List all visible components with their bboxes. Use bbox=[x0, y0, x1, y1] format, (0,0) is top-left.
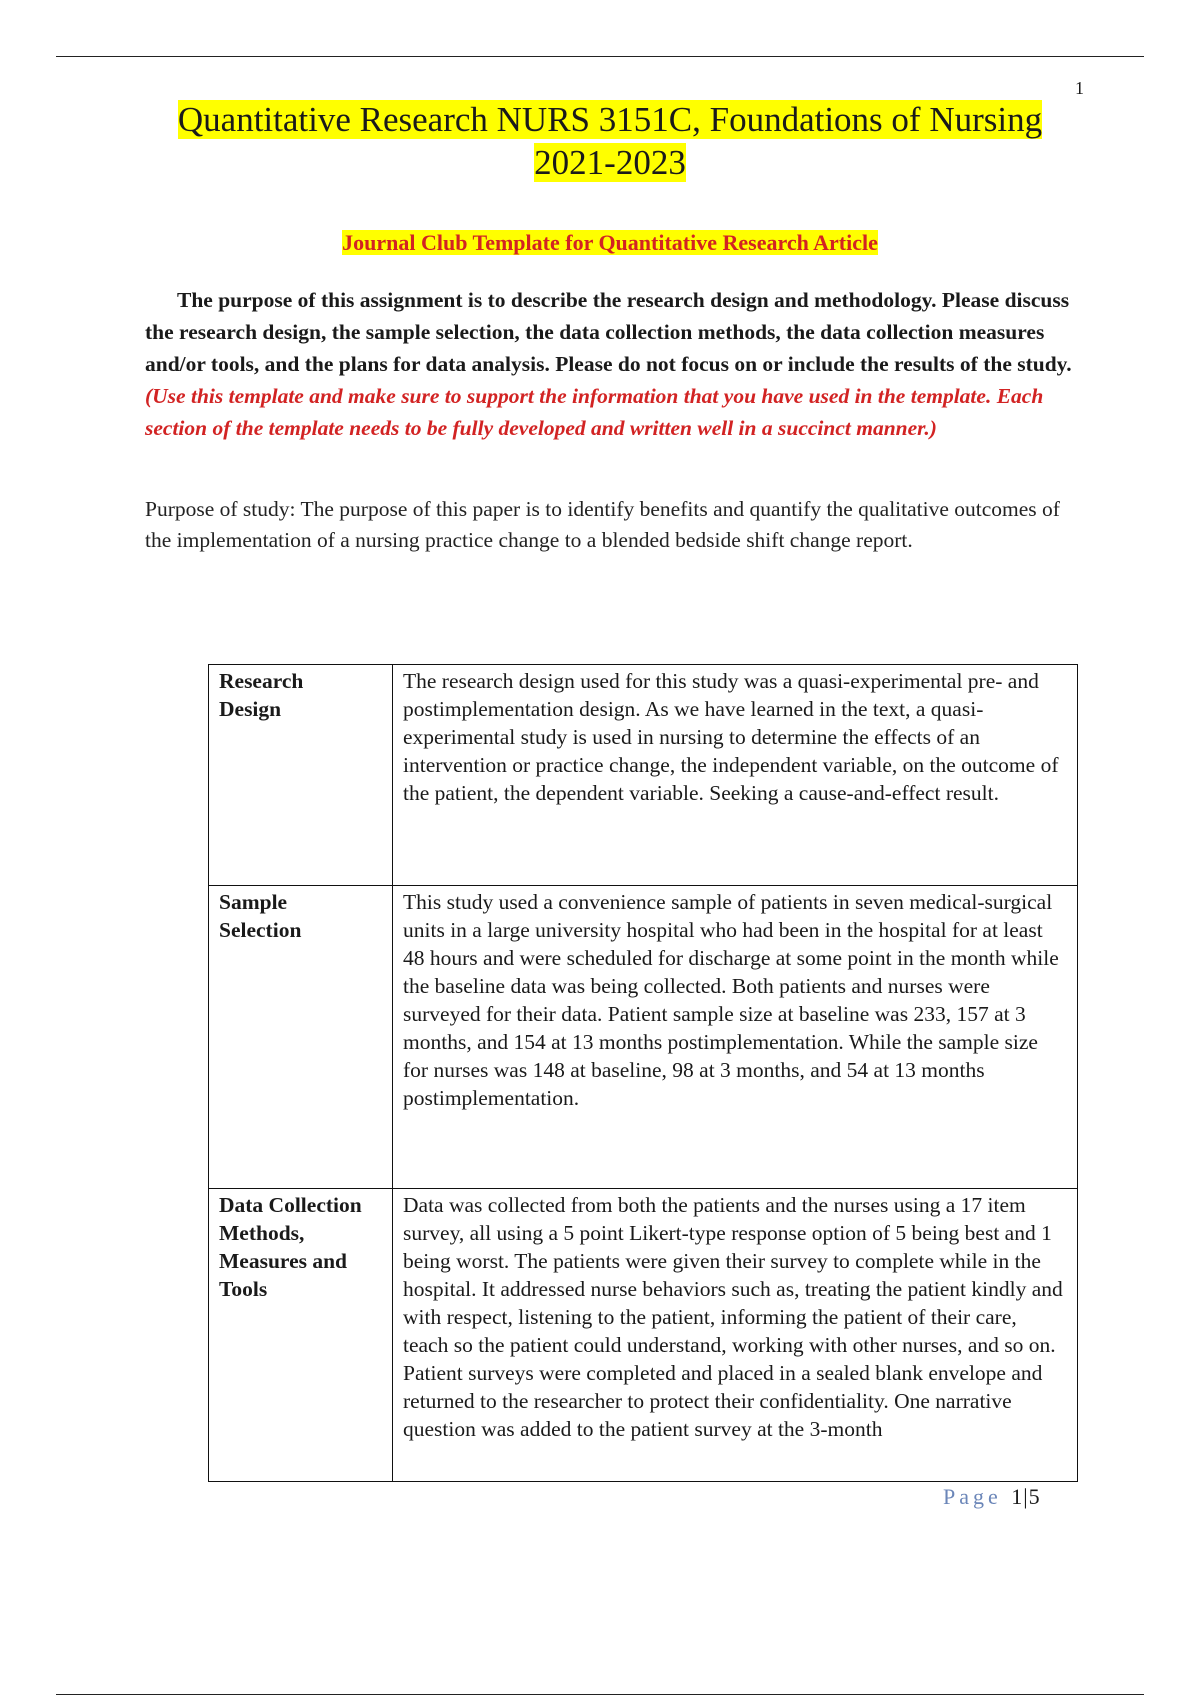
row-label-line: Tools bbox=[219, 1277, 268, 1301]
row-content: This study used a convenience sample of patients in seven medical-surgical units in a large university hospital who had been in the hospital for at least 48 hours and were scheduled for discharge at some point in the month while the baseline data was being collected. Both patients and nurses were surveyed for their data. Patient sample size at baseline was 233, 157 at 3 months, and 154 at 13 months postimplementation. While the sample size for nurses was 148 at baseline, 98 at 3 months, and 54 at 13 months postimplementation. bbox=[393, 886, 1078, 1189]
title-line-2: 2021-2023 bbox=[534, 143, 686, 182]
bottom-rule bbox=[56, 1694, 1144, 1695]
row-content: Data was collected from both the patients and the nurses using a 17 item survey, all using a 5 point Likert-type response option of 5 being best and 1 being worst. The patients were given their survey to complete while in the hospital. It addressed nurse behaviors such as, treating the patient kindly and with respect, listening to the patient, informing the patient of their care, teach so the patient could understand, working with other nurses, and so on. Patient surveys were completed and placed in a sealed blank envelope and returned to the researcher to protect their confidentiality. One narrative question was added to the patient survey at the 3-month bbox=[393, 1189, 1078, 1482]
header-page-number: 1 bbox=[1075, 78, 1084, 98]
table-row-data-collection bbox=[209, 1189, 1078, 1482]
row-label-line: Research bbox=[219, 669, 304, 693]
row-label-line: Sample bbox=[219, 890, 288, 914]
row-label bbox=[209, 1189, 393, 1482]
footer-page-word: Page bbox=[943, 1484, 1002, 1509]
table-row-research-design bbox=[209, 665, 1078, 886]
row-label-line: Design bbox=[219, 697, 282, 721]
row-label-line: Selection bbox=[219, 918, 302, 942]
row-content: The research design used for this study was a quasi-experimental pre- and postimplementation design. As we have learned in the text, a quasi-experimental study is used in nursing to determine the effects of an intervention or practice change, the independent variable, on the outcome of the patient, the dependent variable. Seeking a cause-and-effect result. bbox=[393, 665, 1078, 886]
table-row-sample-selection bbox=[209, 886, 1078, 1189]
instructions-note: (Use this template and make sure to support the information that you have used in the template. Each section of the template needs to be fully developed and written well in a succinct manner.) bbox=[145, 384, 1044, 440]
row-label bbox=[209, 665, 393, 886]
row-label bbox=[209, 886, 393, 1189]
row-label-line: Methods, bbox=[219, 1221, 305, 1245]
row-label-line: Measures and bbox=[219, 1249, 348, 1273]
subtitle-text: Journal Club Template for Quantitative Research Article bbox=[342, 230, 878, 255]
footer-current-page: 1 bbox=[1011, 1484, 1024, 1509]
title-line-1: Quantitative Research NURS 3151C, Foundations of Nursing bbox=[177, 100, 1043, 139]
footer-separator: | bbox=[1023, 1484, 1029, 1509]
instructions-text: The purpose of this assignment is to describe the research design and methodology. Please discuss the research design, the sample selection, the data collection methods, the data collection measures and/or tools, and the plans for data analysis. Please do not focus on or include the results of the study. bbox=[145, 288, 1072, 376]
footer-page-indicator bbox=[943, 1484, 1041, 1510]
top-rule bbox=[56, 56, 1144, 57]
assignment-instructions bbox=[145, 284, 1080, 444]
document-subtitle bbox=[140, 230, 1080, 256]
journal-club-table bbox=[208, 664, 1078, 1482]
footer-total-pages: 5 bbox=[1028, 1484, 1041, 1509]
row-label-line: Data Collection bbox=[219, 1193, 362, 1217]
study-purpose: Purpose of study: The purpose of this paper is to identify benefits and quantify the qualitative outcomes of the implementation of a nursing practice change to a blended bedside shift change report. bbox=[145, 497, 1060, 552]
document-title bbox=[140, 98, 1080, 184]
